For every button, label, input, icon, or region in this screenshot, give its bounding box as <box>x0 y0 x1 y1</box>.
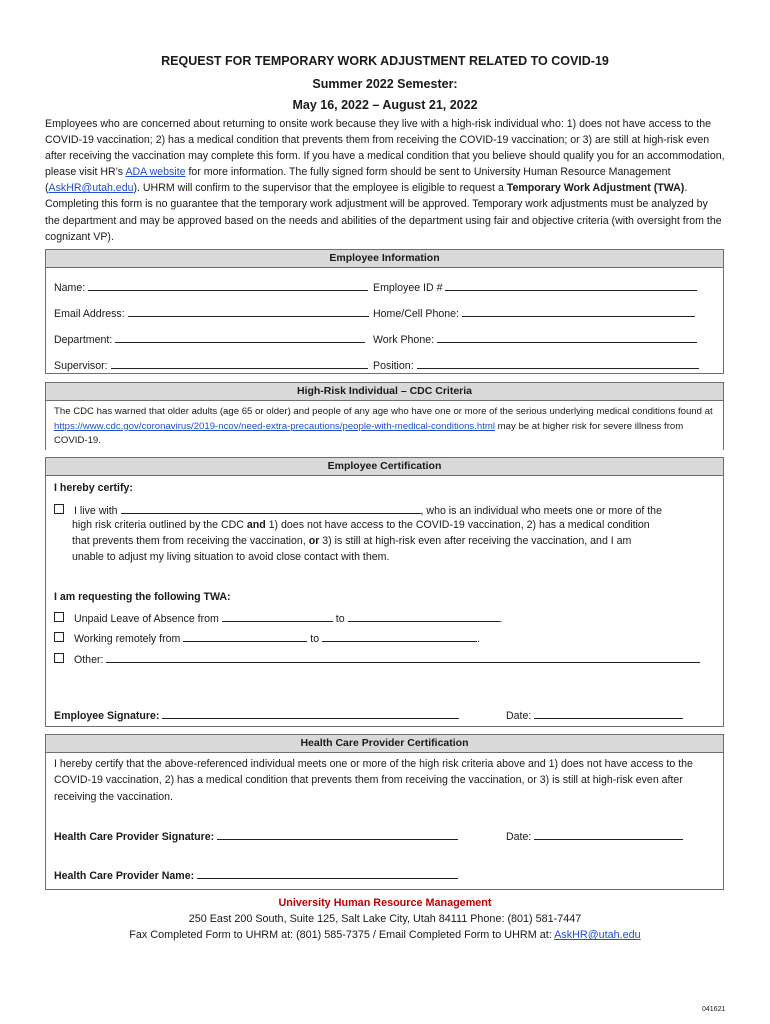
employee-signature-label: Employee Signature: <box>54 710 160 722</box>
employee-date-label: Date: <box>506 710 532 722</box>
form-title: REQUEST FOR TEMPORARY WORK ADJUSTMENT RELATED TO COVID-19 <box>161 54 609 68</box>
live-with-checkbox[interactable] <box>54 504 64 514</box>
employee-date-field[interactable] <box>534 708 683 719</box>
live-text-c2: 3) is still at high-risk even after receiving the vaccination, and I am <box>319 535 632 547</box>
other-field[interactable] <box>106 652 700 663</box>
live-with-text-line-b <box>72 519 650 531</box>
other-checkbox[interactable] <box>54 653 64 663</box>
cdc-text-1: The CDC has warned that older adults (age 65 or older) and people of any age who have one or more of the serious underlying medical conditions found at <box>54 406 713 417</box>
provider-name-field[interactable] <box>197 868 458 879</box>
employee-certification-heading: Employee Certification <box>46 458 723 476</box>
cdc-criteria-section <box>45 382 724 450</box>
work-remote-to-field[interactable] <box>322 631 477 642</box>
live-with-name-field[interactable] <box>121 503 421 514</box>
form-code: 041621 <box>702 1006 726 1013</box>
employee-info-heading: Employee Information <box>46 250 723 268</box>
work-phone-label: Work Phone: <box>373 334 435 346</box>
unpaid-leave-checkbox[interactable] <box>54 612 64 622</box>
provider-signature-label: Health Care Provider Signature: <box>54 831 215 843</box>
unpaid-leave-period: . <box>499 613 503 625</box>
position-label: Position: <box>373 360 414 372</box>
live-with-text-a: , who is an individual who meets one or more of the <box>420 505 662 517</box>
provider-certification-text: I hereby certify that the above-referenced individual meets one or more of the high risk criteria above and 1) does not have access to the COVID-19 vaccination, 2) has a medical condition that prevents them from receiving the vaccination, or 3) is still at high-risk even after receiving the vaccination. <box>54 758 693 803</box>
other-label: Other: <box>74 654 104 666</box>
provider-date-field[interactable] <box>534 829 683 840</box>
employee-info-section <box>45 249 724 374</box>
cdc-text-2: may be at higher risk for severe illness from COVID-19. <box>54 420 684 447</box>
employee-id-field[interactable] <box>445 280 697 291</box>
employee-certification-section <box>45 457 724 727</box>
phone-field[interactable] <box>462 306 695 317</box>
supervisor-field[interactable] <box>111 358 368 369</box>
cdc-link[interactable]: https://www.cdc.gov/coronavirus/2019-ncov/need-extra-precautions/people-with-medical-conditions.html <box>54 420 495 432</box>
employee-id-label: Employee ID # <box>373 282 443 294</box>
ada-website-link[interactable]: ADA website <box>125 166 186 179</box>
provider-certification-section <box>45 734 724 890</box>
unpaid-leave-to-label: to <box>335 613 345 625</box>
intro-text-4: . Completing this form is no guarantee that the temporary work adjustment will be approved. Temporary work adjustments must be analyzed by the department and may be approved based on the needs and abilities of the department using fair and objective criteria (with oversight from the cognizant VP). <box>45 182 722 243</box>
work-remote-period: . <box>477 633 481 645</box>
intro-paragraph <box>45 116 725 245</box>
unpaid-leave-label: Unpaid Leave of Absence from <box>74 613 219 625</box>
live-or-bold: or <box>308 535 320 547</box>
intro-text-2: for more information. The fully signed form should be sent to University Human Resource Management ( <box>45 166 671 195</box>
intro-text-1: Employees who are concerned about returning to onsite work because they live with a high-risk individual who: 1) does not have access to the COVID-19 vaccination; 2) has a medical condition that prevents them from receiving the COVID-19 vaccination; or 3) are still at high-risk even after receiving the vaccination may complete this form. If you have a medical condition that you believe should qualify you for an accommodation, please visit HR’s <box>45 118 725 179</box>
footer-org: University Human Resource Management <box>278 897 492 909</box>
certify-label: I hereby certify: <box>54 482 133 494</box>
twa-bold-text: Temporary Work Adjustment (TWA) <box>506 182 685 195</box>
footer-email-link[interactable]: AskHR@utah.edu <box>554 929 641 941</box>
department-field[interactable] <box>115 332 365 343</box>
cdc-criteria-heading: High-Risk Individual – CDC Criteria <box>46 383 723 401</box>
work-remote-checkbox[interactable] <box>54 632 64 642</box>
name-field[interactable] <box>88 280 368 291</box>
requesting-label: I am requesting the following TWA: <box>54 591 231 603</box>
email-label: Email Address: <box>54 308 125 320</box>
live-with-text-line-c <box>72 535 631 547</box>
work-remote-label: Working remotely from <box>74 633 181 645</box>
live-text-b1: high risk criteria outlined by the CDC <box>72 519 247 531</box>
provider-certification-heading: Health Care Provider Certification <box>46 735 723 753</box>
email-field[interactable] <box>128 306 369 317</box>
footer-address: 250 East 200 South, Suite 125, Salt Lake City, Utah 84111 Phone: (801) 581-7447 <box>188 913 582 925</box>
provider-date-label: Date: <box>506 831 532 843</box>
askhr-email-link[interactable]: AskHR@utah.edu <box>48 182 134 195</box>
live-text-c1: that prevents them from receiving the vaccination, <box>72 535 309 547</box>
live-with-text-line-d: unable to adjust my living situation to avoid close contact with them. <box>72 551 390 563</box>
unpaid-leave-to-field[interactable] <box>348 611 500 622</box>
work-phone-field[interactable] <box>437 332 697 343</box>
semester-dates: May 16, 2022 – August 21, 2022 <box>292 98 478 112</box>
footer-fax-line <box>0 929 770 941</box>
live-with-label: I live with <box>74 505 118 517</box>
cdc-criteria-text <box>54 405 716 449</box>
live-and-bold: and <box>246 519 266 531</box>
position-field[interactable] <box>417 358 699 369</box>
semester-label: Summer 2022 Semester: <box>312 77 458 91</box>
live-text-b2: 1) does not have access to the COVID-19 vaccination, 2) has a medical condition <box>265 519 650 531</box>
footer-fax-text: Fax Completed Form to UHRM at: (801) 585-7375 / Email Completed Form to UHRM at: <box>129 929 555 941</box>
work-remote-from-field[interactable] <box>183 631 307 642</box>
name-label: Name: <box>54 282 86 294</box>
supervisor-label: Supervisor: <box>54 360 108 372</box>
intro-text-3: ). UHRM will confirm to the supervisor that the employee is eligible to request a <box>133 182 507 195</box>
employee-signature-field[interactable] <box>162 708 459 719</box>
work-remote-to-label: to <box>310 633 320 645</box>
phone-label: Home/Cell Phone: <box>373 308 459 320</box>
provider-name-label: Health Care Provider Name: <box>54 870 195 882</box>
unpaid-leave-from-field[interactable] <box>222 611 333 622</box>
department-label: Department: <box>54 334 113 346</box>
provider-signature-field[interactable] <box>217 829 458 840</box>
